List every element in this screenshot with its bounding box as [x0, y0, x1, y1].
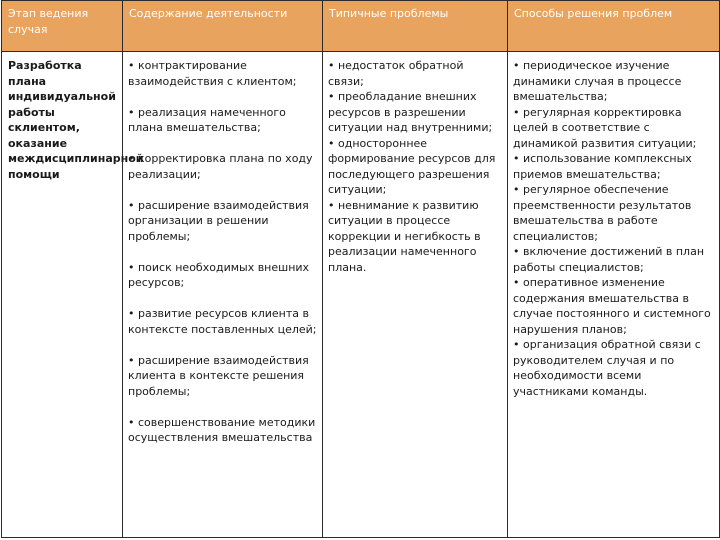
- solution-item: • регулярная корректировка целей в соответствие с динамикой развития ситуации;: [513, 105, 697, 150]
- problem-item: • недостаток обратной связи;: [328, 59, 464, 88]
- activity-item: • расширение взаимодействия организации в решении проблемы;: [128, 198, 309, 243]
- activity-item: • корректировка плана по ходу реализации;: [128, 152, 313, 181]
- activity-item: • реализация намеченного плана вмешательства;: [128, 105, 286, 134]
- problem-item: • преобладание внешних ресурсов в разрешении ситуации над внутренними;: [328, 90, 493, 134]
- stage-cell: Разработка плана индивидуальной работы склиентом, оказание междисциплинарной помощи: [2, 52, 123, 538]
- activity-item: • контрактирование взаимодействия с клиентом;: [128, 59, 297, 88]
- activity-item: • развитие ресурсов клиента в контексте поставленных целей;: [128, 307, 317, 336]
- solution-item: • включение достижений в план работы специалистов;: [513, 245, 705, 274]
- table-row: [2, 52, 720, 538]
- activity-item: • поиск необходимых внешних ресурсов;: [128, 260, 310, 289]
- header-activities: Содержание деятельности: [123, 1, 323, 52]
- activities-cell: [123, 52, 323, 538]
- solution-item: • использование комплексных приемов вмешательства;: [513, 152, 692, 181]
- solution-item: • оперативное изменение содержания вмешательства в случае постоянного и системного нарушения планов;: [513, 276, 711, 336]
- problem-item: • невнимание к развитию ситуации в процессе коррекции и негибкость в реализации намеченного плана.: [328, 198, 481, 274]
- header-solutions: Способы решения проблем: [508, 1, 720, 52]
- problems-cell: [323, 52, 508, 538]
- problem-item: • одностороннее формирование ресурсов для последующего разрешения ситуации;: [328, 136, 496, 196]
- activity-item: • расширение взаимодействия клиента в контексте решения проблемы;: [128, 353, 309, 398]
- solution-item: • периодическое изучение динамики случая в процессе вмешательства;: [513, 59, 682, 103]
- header-problems: Типичные проблемы: [323, 1, 508, 52]
- activity-item: • совершенствование методики осуществления вмешательства: [128, 415, 316, 444]
- header-row: [2, 1, 720, 52]
- solution-item: • организация обратной связи с руководителем случая и по необходимости всеми участниками команды.: [513, 338, 701, 398]
- solution-item: • регулярное обеспечение преемственности результатов вмешательства в работе специалистов;: [513, 183, 692, 243]
- header-stage: Этап ведения случая: [2, 1, 123, 52]
- solutions-cell: [508, 52, 720, 538]
- case-management-table: [1, 0, 720, 538]
